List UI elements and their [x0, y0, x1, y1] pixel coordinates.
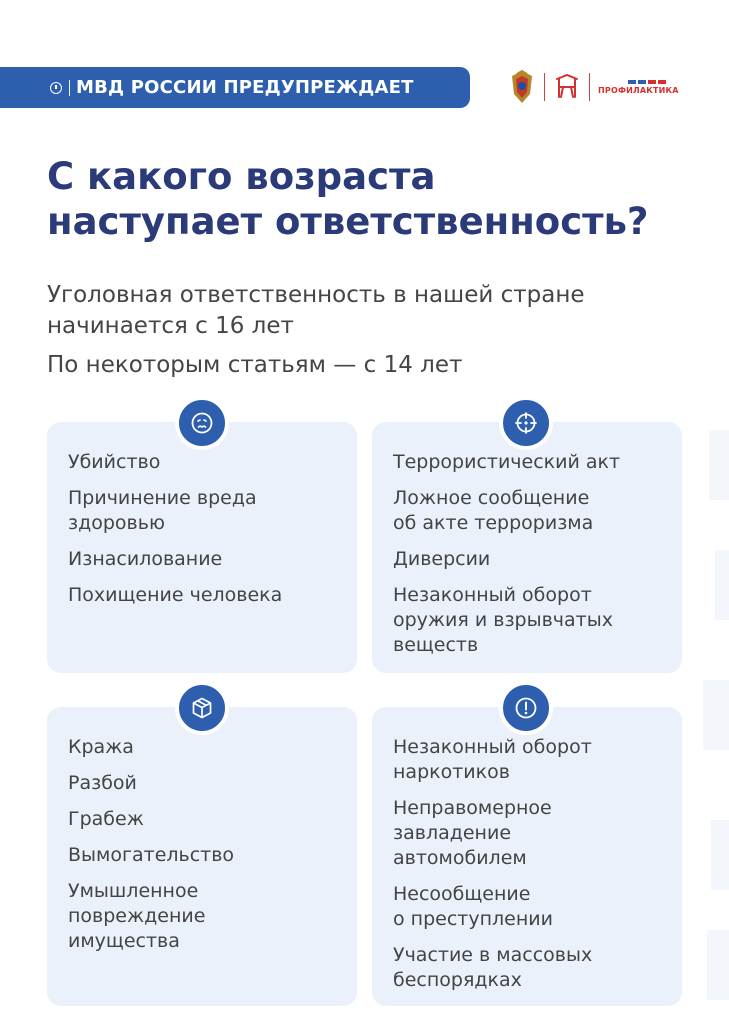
box-icon [190, 696, 214, 720]
crime-list [393, 450, 620, 669]
profilaktika-label: ПРОФИЛАКТИКА [598, 85, 679, 95]
headline-line-2: наступает ответственность? [47, 200, 649, 243]
warning-banner [0, 67, 470, 108]
page-headline [47, 154, 648, 244]
crime-list [393, 735, 592, 1004]
logo-divider [589, 73, 590, 101]
banner-title: МВД РОССИИ ПРЕДУПРЕЖДАЕТ [76, 77, 414, 98]
list-item: Похищение человека [68, 584, 283, 606]
list-item: Грабеж [68, 808, 144, 830]
list-item: Умышленное повреждение имущества [68, 880, 206, 952]
chair-logo-icon [553, 73, 581, 101]
headline-line-1: С какого возраста [47, 155, 436, 198]
profilaktika-logo [598, 80, 679, 95]
crime-list [68, 735, 234, 965]
list-item: Диверсии [393, 548, 491, 570]
banner-divider [69, 80, 70, 96]
card-badge [499, 396, 553, 450]
profilaktika-bars [628, 80, 679, 84]
lead-paragraph-1 [47, 280, 585, 342]
lead-line-1: Уголовная ответственность в нашей стране [47, 282, 585, 308]
list-item: Причинение вреда здоровью [68, 487, 257, 534]
list-item: Незаконный оборот оружия и взрывчатых веществ [393, 584, 613, 656]
card-badge [499, 681, 553, 735]
card-badge [175, 396, 229, 450]
list-item: Участие в массовых беспорядках [393, 944, 593, 991]
list-item: Незаконный оборот наркотиков [393, 736, 592, 783]
mvd-emblem-icon [508, 70, 536, 104]
crime-card-terrorism [372, 422, 682, 673]
logos-group [508, 69, 679, 105]
info-icon [50, 82, 62, 94]
crime-card-other [372, 707, 682, 1006]
list-item: Разбой [68, 772, 137, 794]
sad-face-icon [190, 411, 214, 435]
lead-paragraph-2: По некоторым статьям — с 14 лет [47, 352, 463, 378]
warning-icon [514, 696, 538, 720]
card-badge [175, 681, 229, 735]
list-item: Ложное сообщение об акте терроризма [393, 487, 594, 534]
list-item: Вымогательство [68, 844, 235, 866]
logo-divider [544, 73, 545, 101]
list-item: Несообщение о преступлении [393, 883, 553, 930]
list-item: Изнасилование [68, 548, 223, 570]
crime-list [68, 450, 282, 619]
crosshair-icon [514, 411, 538, 435]
lead-line-2: начинается с 16 лет [47, 313, 294, 339]
list-item: Убийство [68, 451, 161, 473]
crime-card-violence [47, 422, 357, 673]
decorative-stripes [699, 430, 729, 1015]
crime-card-property [47, 707, 357, 1006]
list-item: Террористический акт [393, 451, 621, 473]
list-item: Неправомерное завладение автомобилем [393, 797, 552, 869]
list-item: Кража [68, 736, 134, 758]
